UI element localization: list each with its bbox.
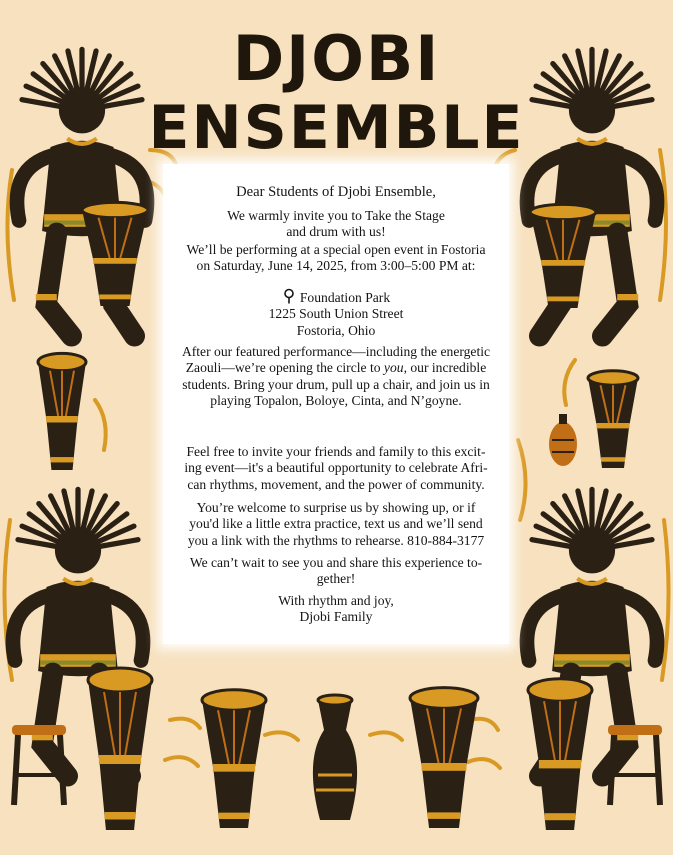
motion-swoosh <box>165 757 198 766</box>
emphasis-you: you <box>383 360 404 376</box>
invite-paragraph <box>163 208 509 241</box>
title-line-2: ENSEMBLE <box>148 93 525 163</box>
djembe-drum <box>88 668 152 830</box>
motion-swoosh <box>518 440 526 520</box>
venue-block <box>163 288 509 339</box>
closing-paragraph <box>163 555 509 588</box>
surprise-line: you a link with the rhythms to rehearse. 810-884-3177 <box>187 532 485 548</box>
signature: Djobi Family <box>299 609 373 625</box>
performance-line <box>163 360 509 376</box>
event-line: We’ll be performing at a special open event in Fostoria <box>186 242 486 257</box>
performance-paragraph <box>163 344 509 409</box>
tall-drum <box>202 690 266 828</box>
closing-line: gether! <box>316 571 356 587</box>
motion-swoosh <box>660 150 666 300</box>
signoff: With rhythm and joy, <box>278 593 394 608</box>
motion-swoosh <box>95 400 106 450</box>
surprise-line: you'd like a little extra practice, text us and we’ll send <box>189 516 483 532</box>
venue-name-line <box>163 288 509 306</box>
invite-line: We warmly invite you to Take the Stage <box>227 208 445 223</box>
performance-line: students. Bring your drum, pull up a chair, and join us in <box>182 376 490 392</box>
venue-street: 1225 South Union Street <box>268 306 404 322</box>
invite-line: and drum with us! <box>286 224 386 240</box>
event-paragraph <box>163 242 509 275</box>
venue-city: Fostoria, Ohio <box>296 322 376 338</box>
venue-name: Foundation Park <box>299 290 391 305</box>
motion-swoosh <box>370 732 402 740</box>
invitation-letter <box>163 164 509 644</box>
gourd-shaker <box>549 414 577 466</box>
map-pin-icon <box>282 288 296 304</box>
motion-swoosh <box>564 360 575 405</box>
djembe-drum <box>528 679 592 830</box>
motion-swoosh <box>468 759 500 768</box>
surprise-paragraph <box>163 500 509 549</box>
djembe-drum <box>588 371 638 468</box>
closing-line: We can’t wait to see you and share this experience to- <box>189 555 483 570</box>
performance-text: Zaouli—we’re opening the circle to <box>185 360 384 376</box>
motion-swoosh <box>170 719 200 728</box>
signature-block <box>163 593 509 626</box>
performance-line: After our featured performance—including the energetic <box>181 344 491 359</box>
event-line: on Saturday, June 14, 2025, from 3:00–5:00 PM at: <box>196 258 476 274</box>
djembe-drum <box>82 202 148 306</box>
title-line-1: DJOBI <box>232 22 441 95</box>
surprise-line: You’re welcome to surprise us by showing up, or if <box>196 500 476 515</box>
friends-line: Feel free to invite your friends and family to this excit- <box>186 444 486 459</box>
greeting: Dear Students of Djobi Ensemble, <box>236 184 436 200</box>
friends-line: can rhythms, movement, and the power of community. <box>187 476 485 492</box>
shekere-vase <box>313 695 357 820</box>
djembe-drum <box>410 688 478 828</box>
friends-line: ing event—it's a beautiful opportunity to celebrate Afri- <box>184 460 488 476</box>
performance-line: playing Topalon, Boloye, Cinta, and N’goyne. <box>210 392 462 408</box>
djembe-drum <box>530 204 596 308</box>
motion-swoosh <box>265 732 298 740</box>
friends-paragraph <box>163 444 509 493</box>
motion-swoosh <box>470 719 498 730</box>
performance-text: , our incredible <box>403 360 487 376</box>
tall-drum <box>38 353 86 470</box>
